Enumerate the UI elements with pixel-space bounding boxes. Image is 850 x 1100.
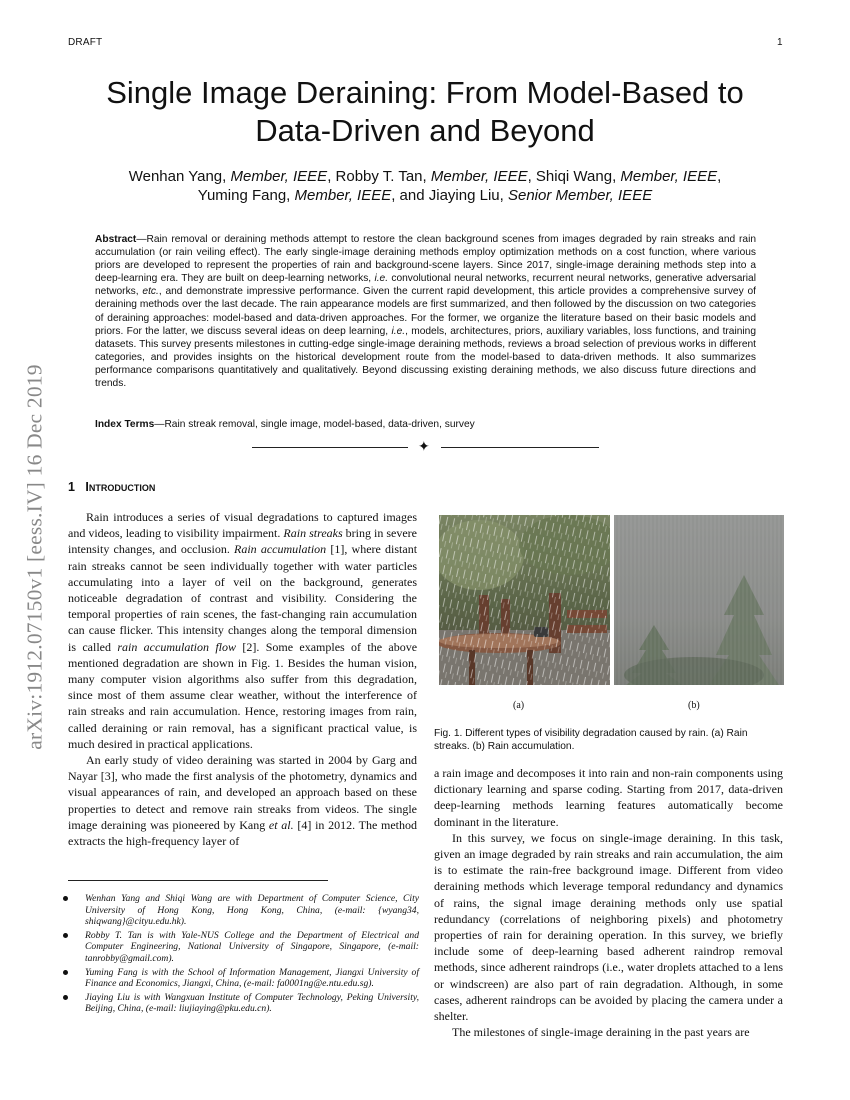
separator-rule-right xyxy=(441,447,599,448)
section-heading xyxy=(68,480,155,494)
author-text: Yuming Fang, xyxy=(197,187,291,204)
abstract-text: , models, architectures, priors, auxiliary variables, loss functions, and training datasets. This survey presents milestones in cutting-edge single-image deraining methods, reviews a broad selection of previous works in different categories, and provides insights on the historical development route from the model-based to data-driven methods. It also summarizes performance comparisons quantitatively and qualitatively. Beyond discussing existing deraining methods, we also discuss future directions and trends. xyxy=(95,325,757,390)
body-text: [4] in 2012. The method extracts the high-frequency layer of xyxy=(68,817,417,849)
paragraph xyxy=(68,752,417,849)
abstract-label: Abstract xyxy=(95,234,137,245)
paper-title: Single Image Deraining: From Model-Based to Data-Driven and Beyond xyxy=(106,75,744,148)
footnote-item xyxy=(62,992,419,1015)
section-title: Introduction xyxy=(85,480,156,494)
author-text: , Shiqi Wang, xyxy=(527,168,617,185)
abstract-text: etc. xyxy=(142,286,159,298)
author-text: Wenhan Yang, xyxy=(128,168,227,185)
subfigure-label-b: (b) xyxy=(688,700,700,711)
body-text: [1], where distant rain streaks cannot be seen individually together with water particles accumulating into a layer of veil on the background, generates noticeable degradation of contrast and visibility. Considering the temporal properties of rain scenes, the fast-changing rain accumulation can cause flicker. This intensity changes along the temporal dimension is called xyxy=(68,542,418,654)
index-terms xyxy=(95,418,756,431)
body-text: bring in severe intensity changes, and occlusion. xyxy=(68,526,417,557)
body-text: [2]. Some examples of the above mentioned degradation are shown in Fig. 1. Besides the human vision, many computer vision algorithms also suffer from this degradation, since most of them assume clear weather, without the interference of rain streaks and rain accumulation. Hence, restoring images from rain, called deraining or rain removal, has a significant practical value, is much desired in practical applications. xyxy=(68,639,418,751)
bullet-icon xyxy=(63,933,68,938)
separator-rule-left xyxy=(252,447,408,448)
running-header: DRAFT xyxy=(68,37,103,48)
page-number: 1 xyxy=(777,37,783,48)
footnote-text: Robby T. Tan is with Yale-NUS College and the Department of Electrical and Computer Engineering, National University of Singapore, Singapore, (e-mail: tanrobby@gmail.com). xyxy=(85,929,419,964)
abstract-text: , and demonstrate impressive performance. Given the current rapid development, this article provides a comprehensive survey of deraining methods over the last decade. The rain appearance models are first summarized, and then followed by the discussion on two categories of deraining approaches: model-based and data-driven approaches. For the former, we organize the literature based on their basic models and priors. For the latter, we discuss several ideas on deep learning, xyxy=(95,286,756,337)
figure-caption: Fig. 1. Different types of visibility degradation caused by rain. (a) Rain streaks. (b) Rain accumulation. xyxy=(434,728,748,752)
abstract xyxy=(95,233,756,390)
body-emphasis: et al. xyxy=(268,817,294,832)
footnote-rule xyxy=(68,880,328,881)
body-text: Rain introduces a series of visual degradations to captured images and videos, leading to visibility impairment. xyxy=(68,510,417,541)
author-text: , Robby T. Tan, xyxy=(327,168,427,185)
paragraph: In this survey, we focus on single-image deraining. In this task, given an image degraded by rain streaks and rain accumulation, the aim is to estimate the rain-free background image. Different from video deraining methods which leverage temporal redundancy and dynamics of rains, the signal image deraining methods only use spatial redundancy (correlations of neighboring pixels) and photometry properties of rain for deraining operation. In this survey, we briefly include some of deep-learning based adherent raindrop removal methods, since adherent raindrops (i.e., water droplets attached to a lens or windscreen) are also part of rain degradation. Although, in some cases, adherent raindrops can be avoided by placing the camera under a shelter. xyxy=(434,830,783,1024)
body-text: An early study of video deraining was started in 2004 by Garg and Nayar [3], who made the first analysis of the photometry, dynamics and visual appearances of rain, and developed an approach based on these properties to detect and remove rain streaks from videos. The single image deraining was pioneered by Kang xyxy=(68,753,417,832)
author-role: Member, IEEE xyxy=(430,168,528,185)
author-role: Senior Member, IEEE xyxy=(507,187,653,204)
paragraph: The milestones of single-image deraining in the past years are xyxy=(452,1025,750,1040)
arxiv-stamp-text: arXiv:1912.07150v1 [eess.IV] 16 Dec 2019 xyxy=(22,363,47,750)
abstract-text: convolutional neural networks, recurrent neural networks, generative adversarial networks, xyxy=(95,273,756,298)
author-list xyxy=(68,167,782,205)
footnote-item xyxy=(62,930,419,965)
left-column xyxy=(68,509,417,849)
footnote-text: Wenhan Yang and Shiqi Wang are with Department of Computer Science, City University of Hong Kong, Hong Kong, China, (e-mail: {wyang34, shiqwang}@cityu.edu.hk). xyxy=(85,893,419,928)
bullet-icon xyxy=(63,896,68,901)
separator-diamond-icon: ✦ xyxy=(418,438,430,454)
abstract-text: —Rain removal or deraining methods attempt to restore the clean background scenes from images degraded by rain streaks and rain accumulation (or rain veiling effect). The early single-image deraining methods employ optimization methods on a cost function, where various priors are developed to represent the properties of rain and background-scene layers. Since 2017, single-image deraining methods step into a deep-learning era. They are built on deep-learning networks, xyxy=(95,234,756,285)
author-role: Member, IEEE xyxy=(620,168,718,185)
figure-1 xyxy=(439,515,784,685)
bullet-icon xyxy=(63,970,68,975)
abstract-text: i.e. xyxy=(374,273,389,285)
author-role: Member, IEEE xyxy=(294,187,392,204)
rain-accumulation-image xyxy=(614,515,784,685)
author-role: Member, IEEE xyxy=(230,168,328,185)
bullet-icon xyxy=(63,995,68,1000)
footnote-text: Yuming Fang is with the School of Information Management, Jiangxi University of Finance and Economics, Jiangxi, China, (e-mail: fa0001ng@e.ntu.edu.sg). xyxy=(85,966,419,990)
paragraph xyxy=(68,509,417,752)
arxiv-stamp xyxy=(18,294,52,819)
index-terms-text: —Rain streak removal, single image, model-based, data-driven, survey xyxy=(154,419,475,430)
footnote-item xyxy=(62,893,419,928)
section-number: 1 xyxy=(68,480,75,494)
rain-streaks-image xyxy=(439,515,610,685)
subfigure-label-a: (a) xyxy=(513,700,525,711)
abstract-text: i.e. xyxy=(391,325,406,337)
footnotes xyxy=(62,893,419,1017)
paragraph: a rain image and decomposes it into rain and non-rain components using dictionary learning and sparse coding. Starting from 2017, data-driven deep-learning methods learning features automatically become dominant in the literature. xyxy=(434,766,783,829)
index-terms-label: Index Terms xyxy=(95,419,155,430)
footnote-text: Jiaying Liu is with Wangxuan Institute of Computer Technology, Peking University, Beijing, China, (e-mail: liujiaying@pku.edu.cn). xyxy=(85,991,419,1015)
footnote-item xyxy=(62,967,419,990)
author-text: , xyxy=(717,168,722,185)
right-column xyxy=(434,765,783,1040)
author-text: , and Jiaying Liu, xyxy=(391,187,504,204)
body-emphasis: rain accumulation flow xyxy=(117,639,237,654)
body-emphasis: Rain streaks xyxy=(283,526,343,541)
body-emphasis: Rain accumulation xyxy=(234,542,327,557)
